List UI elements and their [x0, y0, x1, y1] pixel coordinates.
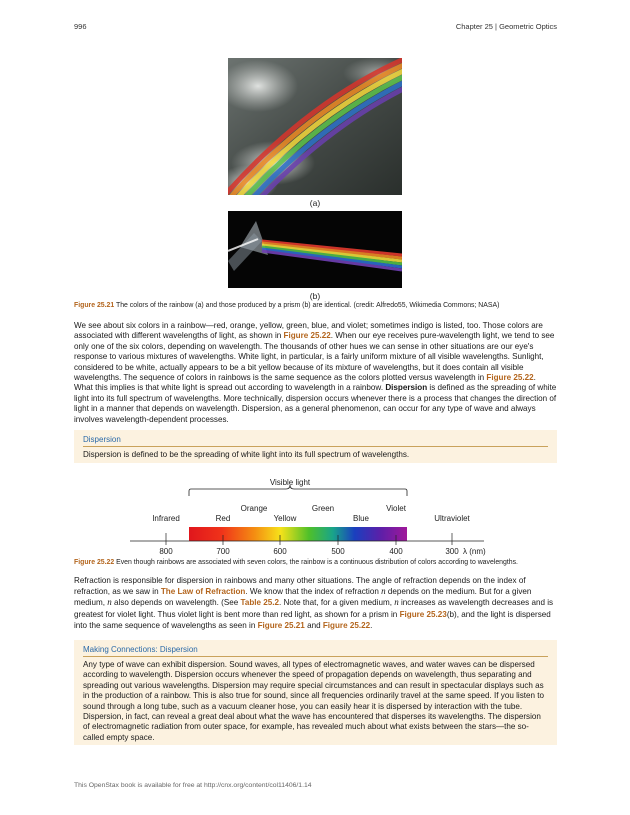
chapter-title: Chapter 25 | Geometric Optics	[455, 22, 557, 31]
tick-label: 800	[159, 547, 173, 556]
link-figure-25-21[interactable]: Figure 25.21	[257, 620, 305, 630]
blue-label: Blue	[352, 514, 370, 523]
tick-label: 400	[389, 547, 403, 556]
link-figure-25-22[interactable]: Figure 25.22	[486, 373, 534, 383]
rainbow-photo	[228, 58, 402, 195]
tick-label: 700	[216, 547, 230, 556]
tick-label: 500	[331, 547, 345, 556]
link-figure-25-22[interactable]: Figure 25.22	[283, 331, 331, 341]
spectrum-diagram	[74, 470, 557, 560]
divider	[83, 446, 548, 447]
visible-spectrum-bar	[189, 527, 407, 541]
paragraph-rainbow-colors: We see about six colors in a rainbow—red, orange, yellow, green, blue, and violet; sometimes indigo is listed, too. Those colors are associated with different wavelengths of light, as shown in Figure 25.22. When our eye receives pure-wavelength light, we tend to see only one of the six colors, depending on wavelength. The thousands of other hues we can sense in other situations are our eye's response to various mixtures of wavelengths. White light, in particular, is a fairly uniform mixture of all visible wavelengths. Sunlight, considered to be white, actually appears to be a bit yellow because of its mixture of wavelengths, but it does contain all visible wavelengths. The sequence of colors in rainbows is the same sequence as the colors plotted versus wavelength in Figure 25.22. What this implies is that white light is spread out according to wavelength in a rainbow. Dispersion is defined as the spreading of white light into its full spectrum of wavelengths. More technically, dispersion occurs whenever there is a process that changes the direction of light in a manner that depends on wavelength. Dispersion, as a general phenomenon, can occur for any type of wave and always involves wavelength-dependent processes.	[74, 321, 557, 424]
ultraviolet-label: Ultraviolet	[434, 514, 470, 523]
prism-photo	[228, 211, 402, 288]
link-figure-25-22[interactable]: Figure 25.22	[322, 620, 371, 630]
making-connections-box	[74, 640, 557, 745]
green-label: Green	[311, 504, 335, 513]
visible-light-label: Visible light	[269, 478, 311, 487]
box-body: Dispersion is defined to be the spreading of white light into its full spectrum of wavelengths.	[83, 450, 410, 459]
dispersion-definition-box	[74, 430, 557, 463]
box-body: Any type of wave can exhibit dispersion. Sound waves, all types of electromagnetic waves, and water waves can be dispersed according to wavelength. Dispersion occurs whenever the speed of propagation depends on wavelength, thus separating and spreading out various wavelengths. Dispersion may require special circumstances and can result in spectacular displays such as in the production of a rainbow. This is also true for sound, since all frequencies ordinarily travel at the same speed. If you listen to sound through a long tube, such as a vacuum cleaner hose, you can easily hear it is dispersed by interaction with the tube. Dispersion, in fact, can reveal a great deal about what the wave has encountered that disperses its wavelengths. The dispersion of electromagnetic radiation from outer space, for example, has revealed much about what exists between the stars—the so-called empty space.	[83, 660, 544, 742]
violet-label: Violet	[386, 504, 406, 513]
figure-caption-25-22: Figure 25.22 Even though rainbows are associated with seven colors, the rainbow is a continuous distribution of colors according to wavelengths.	[74, 559, 518, 566]
yellow-label: Yellow	[273, 514, 297, 523]
wavelength-unit-label: λ (nm)	[463, 547, 486, 556]
link-law-of-refraction[interactable]: The Law of Refraction	[160, 587, 246, 597]
page-number: 996	[74, 22, 87, 31]
link-figure-25-23[interactable]: Figure 25.23	[399, 609, 447, 619]
paragraph-refraction: Refraction is responsible for dispersion in rainbows and many other situations. The angle of refraction depends on the index of refraction, as we saw in The Law of Refraction. We know that the index of refraction n depends on the medium. But for a given medium, n also depends on wavelength. (See Table 25.2. Note that, for a given medium, n increases as wavelength decreases and is greatest for violet light. Thus violet light is bent more than red light, as shown for a prism in Figure 25.23(b), and the light is dispersed into the same sequence of wavelengths as seen in Figure 25.21 and Figure 25.22.	[74, 576, 554, 630]
red-label: Red	[215, 514, 231, 523]
tick-label: 300	[445, 547, 459, 556]
box-title: Making Connections: Dispersion	[83, 645, 198, 654]
footer-note: This OpenStax book is available for free at http://cnx.org/content/col11406/1.14	[74, 782, 312, 789]
link-table-25-2[interactable]: Table 25.2	[240, 598, 280, 608]
box-title: Dispersion	[83, 435, 121, 444]
orange-label: Orange	[240, 504, 268, 513]
figure-label-a: (a)	[309, 198, 321, 208]
figure-label-b: (b)	[309, 291, 321, 301]
divider	[83, 656, 548, 657]
tick-label: 600	[273, 547, 287, 556]
figure-caption-25-21: Figure 25.21 The colors of the rainbow (a) and those produced by a prism (b) are identical. (credit: Alfredo55, Wikimedia Commons; NASA)	[74, 302, 500, 309]
infrared-label: Infrared	[152, 514, 180, 523]
